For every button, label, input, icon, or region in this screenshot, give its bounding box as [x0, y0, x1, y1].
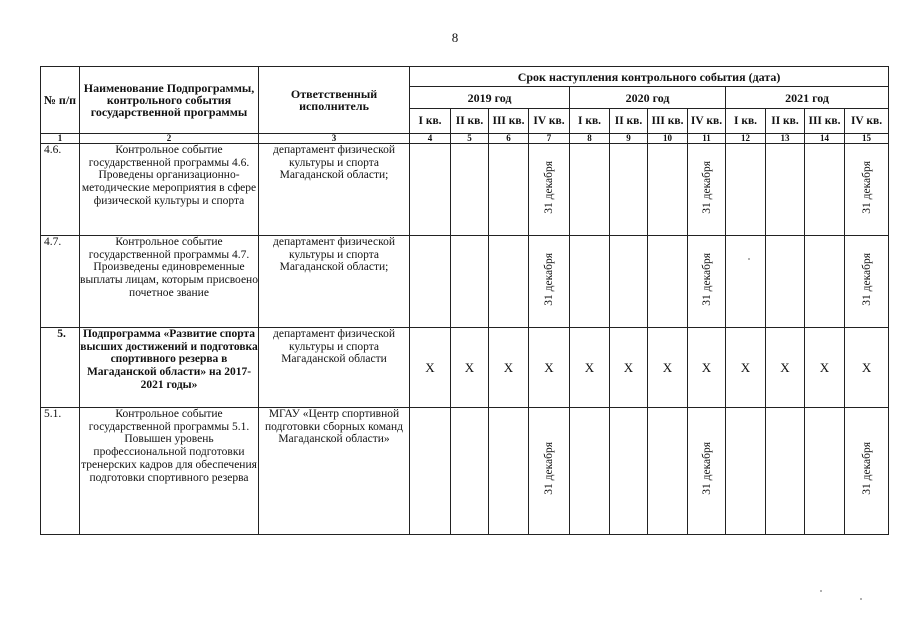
schedule-date: 31 декабря: [543, 252, 555, 306]
column-number: 1: [41, 134, 80, 144]
header-responsible: Ответственный исполнитель: [259, 67, 410, 134]
row-name: Контрольное событие государственной программы 5.1. Повышен уровень профессиональной подготовки тренерских кадров для обеспечения подготовки спортивного резерва: [80, 408, 259, 535]
schedule-cell: [726, 144, 766, 236]
row-responsible: департамент физической культуры и спорта Магаданской области;: [259, 236, 410, 328]
not-applicable-mark: X: [805, 328, 845, 408]
column-number: 4: [410, 134, 451, 144]
row-responsible: департамент физической культуры и спорта Магаданской области;: [259, 144, 410, 236]
header-num: № п/п: [41, 67, 80, 134]
not-applicable-mark: X: [648, 328, 688, 408]
schedule-cell: [610, 408, 648, 535]
schedule-cell: [410, 408, 451, 535]
schedule-date: 31 декабря: [860, 442, 873, 495]
row-number: 4.6.: [41, 144, 80, 236]
header-quarter: I кв.: [570, 109, 610, 134]
schedule-date: 31 декабря: [700, 160, 713, 214]
header-quarter: III кв.: [805, 109, 845, 134]
page-number: 8: [451, 30, 459, 45]
row-name: Контрольное событие государственной программы 4.6. Проведены организационно-методические мероприятия в сфере физической культуры и спорта: [80, 144, 259, 236]
column-number: 12: [726, 134, 766, 144]
schedule-cell: [570, 236, 610, 328]
header-quarter: I кв.: [410, 109, 451, 134]
schedule-cell: [805, 236, 845, 328]
column-number-row: [41, 134, 889, 144]
column-number: 9: [610, 134, 648, 144]
schedule-cell: [489, 144, 529, 236]
schedule-cell: [610, 236, 648, 328]
schedule-date: 31 декабря: [543, 442, 555, 495]
header-year-2021: 2021 год: [726, 87, 889, 109]
row-responsible: департамент физической культуры и спорта Магаданской области: [259, 328, 410, 408]
schedule-cell: [489, 408, 529, 535]
column-number: 3: [259, 134, 410, 144]
schedule-cell: [766, 144, 805, 236]
table-row-subprogram: [41, 328, 889, 408]
header-year-2019: 2019 год: [410, 87, 570, 109]
schedule-cell: [688, 408, 726, 535]
column-number: 8: [570, 134, 610, 144]
header-quarter: II кв.: [766, 109, 805, 134]
not-applicable-mark: X: [489, 328, 529, 408]
row-number: 5.: [41, 328, 80, 408]
not-applicable-mark: X: [688, 328, 726, 408]
column-number: 5: [451, 134, 489, 144]
schedule-cell: [766, 236, 805, 328]
schedule-cell: [529, 236, 570, 328]
schedule-cell: [845, 144, 889, 236]
header-year-2020: 2020 год: [570, 87, 726, 109]
schedule-cell: [410, 144, 451, 236]
row-responsible: МГАУ «Центр спортивной подготовки сборных команд Магаданской области»: [259, 408, 410, 535]
schedule-date: 31 декабря: [860, 252, 873, 306]
not-applicable-mark: X: [726, 328, 766, 408]
column-number: 13: [766, 134, 805, 144]
header-quarter: III кв.: [489, 109, 529, 134]
schedule-cell: [451, 408, 489, 535]
schedule-cell: [688, 236, 726, 328]
schedule-cell: [610, 144, 648, 236]
row-name: Подпрограмма «Развитие спорта высших достижений и подготовка спортивного резерва в Магаданской области» на 2017-2021 годы»: [80, 328, 259, 408]
schedule-cell: [648, 408, 688, 535]
scan-speck: [820, 590, 822, 592]
table-row: [41, 144, 889, 236]
schedule-cell: [648, 236, 688, 328]
column-number: 7: [529, 134, 570, 144]
column-number: 2: [80, 134, 259, 144]
schedule-cell: [570, 408, 610, 535]
not-applicable-mark: X: [610, 328, 648, 408]
schedule-cell: [570, 144, 610, 236]
schedule-cell: [726, 236, 766, 328]
column-number: 6: [489, 134, 529, 144]
header-quarter: II кв.: [451, 109, 489, 134]
not-applicable-mark: X: [845, 328, 889, 408]
header-quarter: III кв.: [648, 109, 688, 134]
schedule-cell: [451, 144, 489, 236]
schedule-cell: [648, 144, 688, 236]
schedule-date: 31 декабря: [543, 160, 555, 214]
header-quarter: IV кв.: [529, 109, 570, 134]
column-number: 11: [688, 134, 726, 144]
schedule-cell: [451, 236, 489, 328]
control-events-table: [40, 66, 889, 535]
header-quarter: I кв.: [726, 109, 766, 134]
scan-speck: [860, 598, 862, 600]
table-row: [41, 236, 889, 328]
header-quarter: II кв.: [610, 109, 648, 134]
column-number: 15: [845, 134, 889, 144]
table-row: [41, 408, 889, 535]
schedule-cell: [805, 144, 845, 236]
schedule-cell: [726, 408, 766, 535]
row-name: Контрольное событие государственной программы 4.7. Произведены единовременные выплаты лицам, которым присвоено почетное звание: [80, 236, 259, 328]
column-number: 14: [805, 134, 845, 144]
not-applicable-mark: X: [570, 328, 610, 408]
header-name: Наименование Подпрограммы, контрольного события государственной программы: [80, 67, 259, 134]
column-number: 10: [648, 134, 688, 144]
schedule-cell: [766, 408, 805, 535]
schedule-date: 31 декабря: [860, 160, 873, 214]
not-applicable-mark: X: [766, 328, 805, 408]
not-applicable-mark: X: [410, 328, 451, 408]
schedule-cell: [845, 408, 889, 535]
schedule-date: 31 декабря: [700, 442, 713, 495]
schedule-cell: [529, 408, 570, 535]
header-quarter: IV кв.: [845, 109, 889, 134]
schedule-cell: [529, 144, 570, 236]
not-applicable-mark: X: [451, 328, 489, 408]
header-quarter: IV кв.: [688, 109, 726, 134]
schedule-date: 31 декабря: [700, 252, 713, 306]
schedule-cell: [805, 408, 845, 535]
schedule-cell: [688, 144, 726, 236]
schedule-cell: [845, 236, 889, 328]
row-number: 4.7.: [41, 236, 80, 328]
header-deadline: Срок наступления контрольного события (дата): [410, 67, 889, 87]
schedule-cell: [410, 236, 451, 328]
scan-speck: [748, 258, 750, 260]
schedule-cell: [489, 236, 529, 328]
row-number: 5.1.: [41, 408, 80, 535]
not-applicable-mark: X: [529, 328, 570, 408]
